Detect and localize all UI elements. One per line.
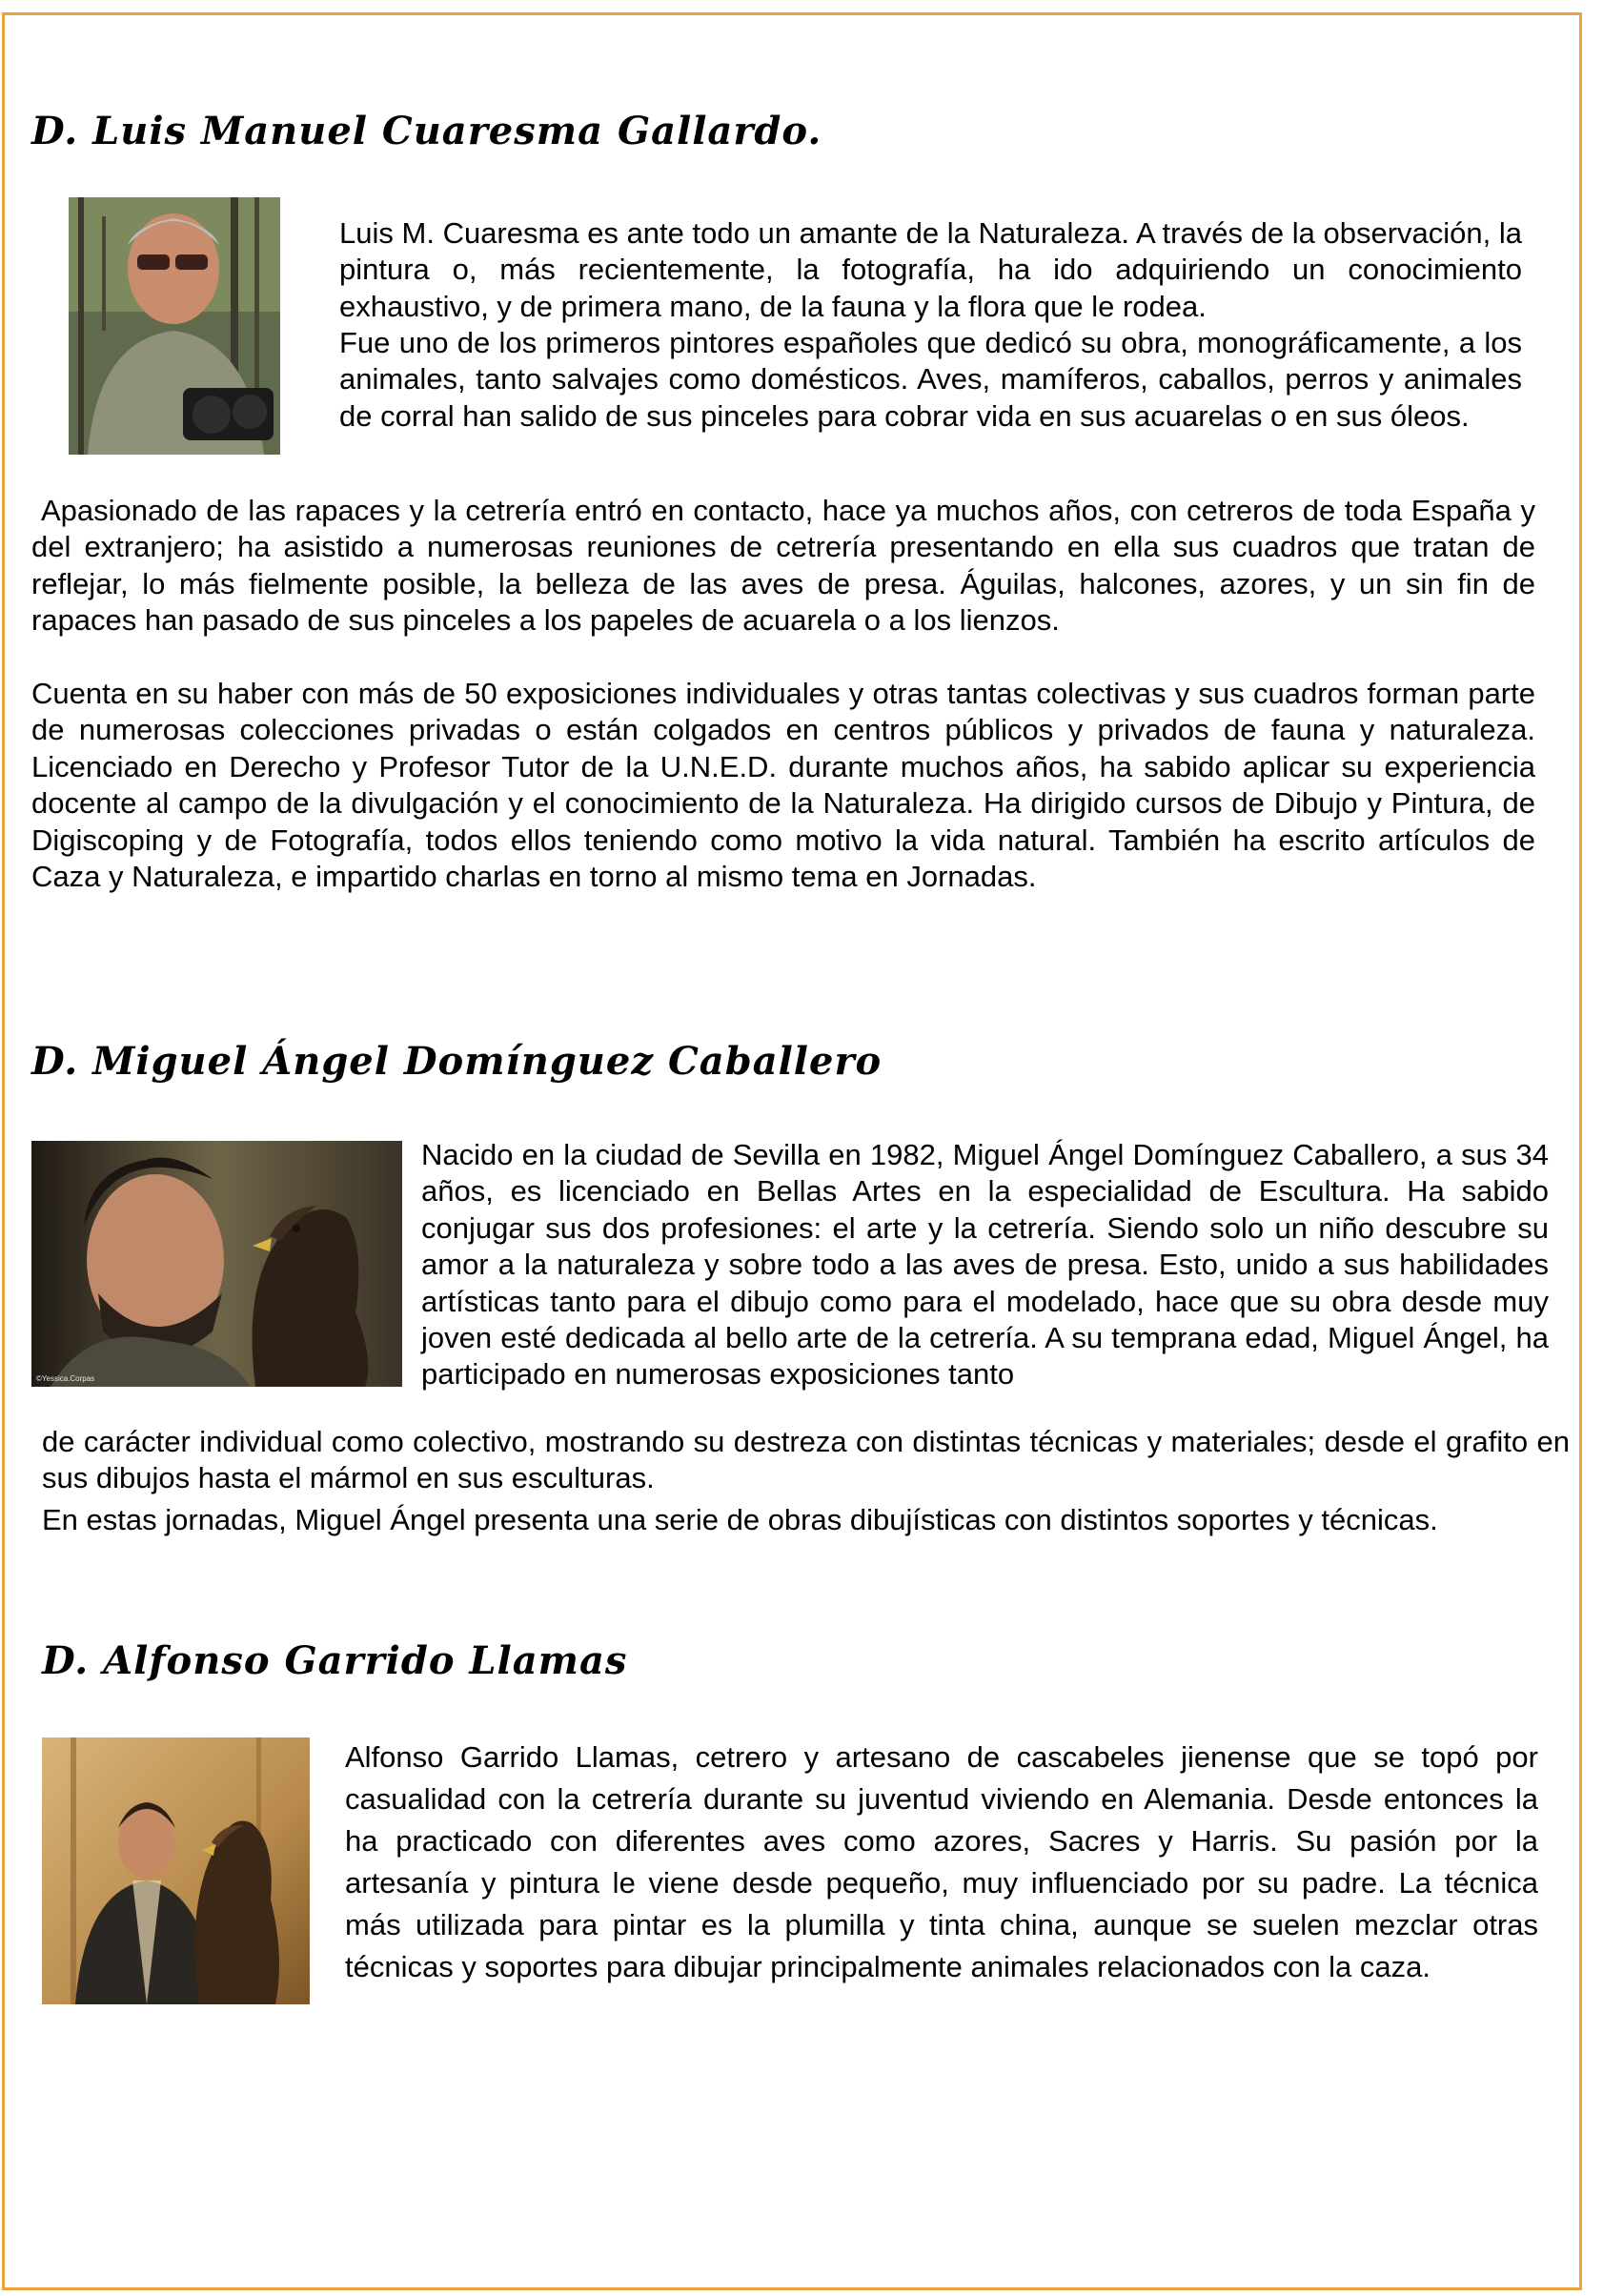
man-with-eagle-photo-icon [42, 1737, 310, 2004]
portrait-photo-icon [69, 197, 280, 455]
bio-paragraph: Cuenta en su haber con más de 50 exposiciones individuales y otras tantas colectivas y sus cuadros forman parte de numerosas colecciones privadas o están colgados en centros públicos y privados de fauna y naturaleza. Licenciado en Derecho y Profesor Tutor de la U.N.E.D. durante muchos años, ha sabido aplicar su experiencia docente al campo de la divulgación y el conocimiento de la Naturaleza. Ha dirigido cursos de Dibujo y Pintura, de Digiscoping y de Fotografía, todos ellos teniendo como motivo la vida natural. También ha escrito artículos de Caza y Naturaleza, e impartido charlas en torno al mismo tema en Jornadas. [31, 677, 1535, 894]
bio-paragraph: Fue uno de los primeros pintores españoles que dedicó su obra, monográficamente, a los animales, tanto salvajes como domésticos. Aves, mamíferos, caballos, perros y animales de corral han salido de sus pinceles para cobrar vida en sus acuarelas o en sus óleos. [339, 326, 1522, 433]
bio-paragraph: de carácter individual como colectivo, mostrando su destreza con distintas técnicas y materiales; desde el grafito en sus dibujos hasta el mármol en sus esculturas. [42, 1425, 1570, 1495]
section-heading-dominguez: D. Miguel Ángel Domínguez Caballero [31, 1039, 883, 1084]
bio-paragraph: Luis M. Cuaresma es ante todo un amante de la Naturaleza. A través de la observación, la pintura o, más recientemente, la fotografía, ha ido adquiriendo un conocimiento exhaustivo, y de primera mano, de la fauna y la flora que le rodea. [339, 216, 1522, 323]
section-heading-cuaresma: D. Luis Manuel Cuaresma Gallardo. [31, 109, 822, 153]
bio-paragraph: Apasionado de las rapaces y la cetrería entró en contacto, hace ya muchos años, con cetreros de toda España y del extranjero; ha asistido a numerosas reuniones de cetrería presentando en ella sus cuadros que tratan de reflejar, lo más fielmente posible, la belleza de las aves de presa. Águilas, halcones, azores, y un sin fin de rapaces han pasado de sus pinceles a los papeles de acuarela o a los lienzos. [31, 494, 1535, 638]
photo-credit-watermark: ©Yessica.Corpas [36, 1374, 95, 1383]
bio-paragraph: En estas jornadas, Miguel Ángel presenta una serie de obras dibujísticas con distintos soportes y técnicas. [42, 1503, 1438, 1536]
section-heading-garrido: D. Alfonso Garrido Llamas [42, 1638, 628, 1683]
portrait-with-eagle-photo-icon [31, 1141, 402, 1387]
bio-paragraph: Nacido en la ciudad de Sevilla en 1982, Miguel Ángel Domínguez Caballero, a sus 34 años, es licenciado en Bellas Artes en la especialidad de Escultura. Ha sabido conjugar sus dos profesiones: el arte y la cetrería. Siendo solo un niño descubre su amor a la naturaleza y sobre todo a las aves de presa. Esto, unido a sus habilidades artísticas tanto para el dibujo como para el modelado, hace que su obra desde muy joven esté dedicada al bello arte de la cetrería. A su temprana edad, Miguel Ángel, ha participado en numerosas exposiciones tanto [421, 1138, 1549, 1392]
bio-paragraph: Alfonso Garrido Llamas, cetrero y artesano de cascabeles jienense que se topó por casualidad con la cetrería durante su juventud viviendo en Alemania. Desde entonces la ha practicado con diferentes aves como azores, Sacres y Harris. Su pasión por la artesanía y pintura le viene desde pequeño, muy influenciado por su padre. La técnica más utilizada para pintar es la plumilla y tinta china, aunque se suelen mezclar otras técnicas y soportes para dibujar principalmente animales relacionados con la caza. [345, 1740, 1538, 1983]
